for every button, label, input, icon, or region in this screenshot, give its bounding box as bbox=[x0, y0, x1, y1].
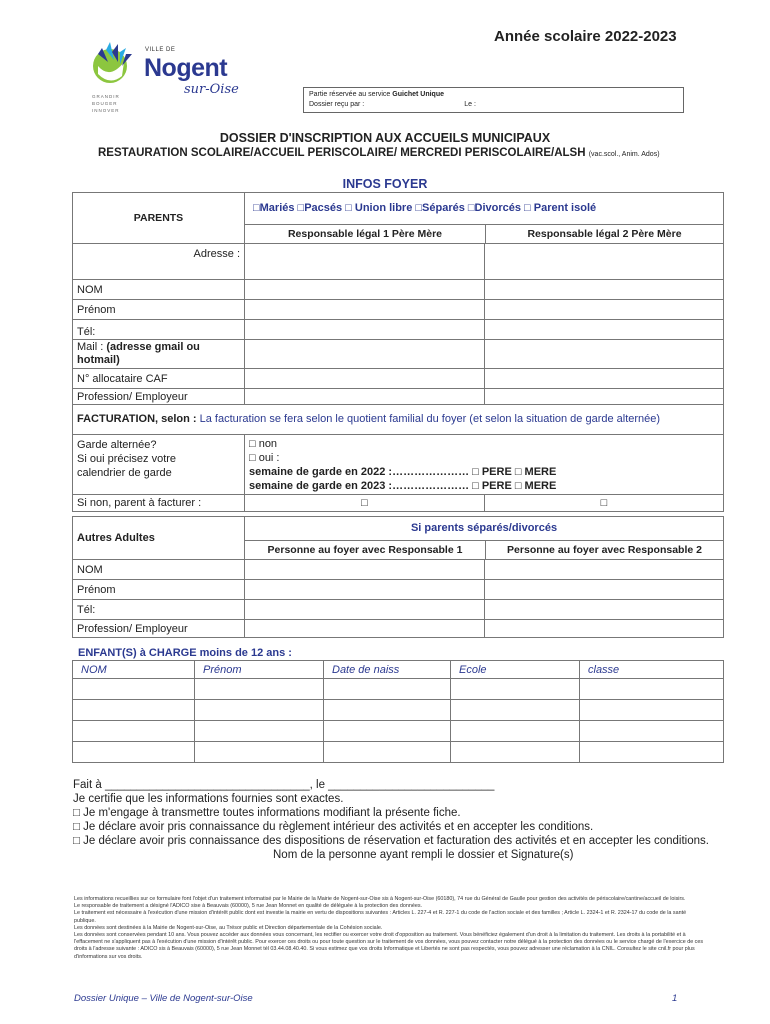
adults-header: Si parents séparés/divorcés bbox=[410, 522, 558, 534]
enfants-table bbox=[72, 660, 724, 763]
parents-status-options[interactable]: □Mariés □Pacsés □ Union libre □Séparés □Divorcés □ Parent isolé bbox=[253, 202, 597, 214]
child4-ecole[interactable] bbox=[451, 742, 580, 763]
row-caf-label: N° allocataire CAF bbox=[73, 369, 245, 389]
certification-block bbox=[73, 778, 713, 862]
resp1-header: Responsable légal 1 Père Mère bbox=[245, 225, 486, 243]
guichet-reserved: Partie réservée au service bbox=[309, 91, 391, 98]
resp2-tel[interactable] bbox=[485, 320, 724, 340]
adult1-nom[interactable] bbox=[245, 560, 485, 580]
adults-profession-label: Profession/ Employeur bbox=[73, 620, 245, 638]
garde-options bbox=[245, 435, 724, 495]
legal-notice bbox=[74, 896, 704, 961]
facturer-resp1-checkbox[interactable]: □ bbox=[245, 495, 485, 512]
child1-prenom[interactable] bbox=[195, 679, 324, 700]
logo-tag-1: GRANDIR bbox=[92, 94, 120, 99]
child4-nom[interactable] bbox=[73, 742, 195, 763]
child2-classe[interactable] bbox=[580, 700, 724, 721]
enfants-title: ENFANT(S) à CHARGE moins de 12 ans : bbox=[78, 647, 292, 659]
facturation-row bbox=[73, 405, 724, 435]
col-nom: NOM bbox=[73, 661, 195, 679]
certif-line-2[interactable]: □ Je m'engage à transmettre toutes informations modifiant la présente fiche. bbox=[73, 807, 461, 819]
child3-classe[interactable] bbox=[580, 721, 724, 742]
signature-label: Nom de la personne ayant rempli le dossier et Signature(s) bbox=[273, 849, 574, 861]
adult2-prenom[interactable] bbox=[485, 580, 724, 600]
legal-p2: Le responsable de traitement a désigné l'ADICO sise à Beauvais (60000), 5 rue Jean Monnet en qualité de déléguée à la protection des données. bbox=[74, 903, 423, 910]
legal-p4: Les données sont destinées à la Mairie de Nogent-sur-Oise, au Trésor public et Direction départementale de la Cohésion sociale. bbox=[74, 924, 383, 931]
parents-status-cell bbox=[245, 193, 724, 244]
facturation-text: La facturation se fera selon le quotient familial du foyer (et selon la situation de garde alternée) bbox=[196, 413, 661, 425]
garde-non[interactable]: □ non bbox=[249, 438, 278, 450]
subtitle-small: (vac.scol., Anim. Ados) bbox=[588, 151, 660, 158]
child3-prenom[interactable] bbox=[195, 721, 324, 742]
si-non-label: Si non, parent à facturer : bbox=[73, 495, 245, 512]
adults-nom-label: NOM bbox=[73, 560, 245, 580]
resp1-mail[interactable] bbox=[245, 340, 485, 369]
resp2-prenom[interactable] bbox=[485, 300, 724, 320]
guichet-box bbox=[303, 87, 684, 113]
row-adresse-label: Adresse : bbox=[73, 244, 245, 280]
guichet-unique: Guichet Unique bbox=[392, 91, 445, 98]
adult1-tel[interactable] bbox=[245, 600, 485, 620]
adult1-profession[interactable] bbox=[245, 620, 485, 638]
child3-ecole[interactable] bbox=[451, 721, 580, 742]
adults-tel-label: Tél: bbox=[73, 600, 245, 620]
logo-tag-3: INNOVER bbox=[92, 108, 120, 113]
garde-label-3: calendrier de garde bbox=[77, 467, 172, 479]
subtitle-main: RESTAURATION SCOLAIRE/ACCUEIL PERISCOLAIRE/ MERCREDI PERISCOLAIRE/ALSH bbox=[98, 147, 586, 159]
garde-label-1: Garde alternée? bbox=[77, 439, 157, 451]
adults-table bbox=[72, 516, 724, 638]
parents-table bbox=[72, 192, 724, 512]
child3-date[interactable] bbox=[324, 721, 451, 742]
resp1-adresse[interactable] bbox=[245, 244, 485, 280]
child4-date[interactable] bbox=[324, 742, 451, 763]
logo-tag-2: BOUGER bbox=[92, 101, 118, 106]
certif-line-4[interactable]: □ Je déclare avoir pris connaissance des dispositions de réservation et facturation des activités et en accepter les conditions. bbox=[73, 835, 709, 847]
child4-prenom[interactable] bbox=[195, 742, 324, 763]
child2-nom[interactable] bbox=[73, 700, 195, 721]
logo-ville-text: VILLE DE bbox=[145, 47, 176, 53]
facturation-label: FACTURATION, selon : bbox=[77, 413, 197, 425]
resp1-prenom[interactable] bbox=[245, 300, 485, 320]
child1-classe[interactable] bbox=[580, 679, 724, 700]
resp1-profession[interactable] bbox=[245, 389, 485, 405]
garde-oui[interactable]: □ oui : bbox=[249, 452, 280, 464]
resp2-profession[interactable] bbox=[485, 389, 724, 405]
adults-label: Autres Adultes bbox=[73, 517, 245, 560]
parents-label: PARENTS bbox=[73, 193, 245, 244]
page-subtitle bbox=[98, 147, 660, 159]
logo-name-text: Nogent bbox=[144, 54, 228, 82]
adults-header-cell bbox=[245, 517, 724, 560]
row-tel-label: Tél: bbox=[73, 320, 245, 340]
row-mail-label bbox=[73, 340, 245, 369]
footer-title: Dossier Unique – Ville de Nogent-sur-Oise bbox=[74, 993, 253, 1004]
garde-label bbox=[73, 435, 245, 495]
child4-classe[interactable] bbox=[580, 742, 724, 763]
adult2-profession[interactable] bbox=[485, 620, 724, 638]
garde-2022[interactable]: semaine de garde en 2022 :………………… □ PERE □ MERE bbox=[249, 466, 557, 478]
section-infos-foyer: INFOS FOYER bbox=[342, 177, 428, 191]
child1-ecole[interactable] bbox=[451, 679, 580, 700]
child2-ecole[interactable] bbox=[451, 700, 580, 721]
row-nom-label: NOM bbox=[73, 280, 245, 300]
table-row bbox=[73, 721, 724, 742]
legal-p1: Les informations recueillies sur ce formulaire font l'objet d'un traitement informatisé par le Mairie de la Mairie de Nogent-sur-Oise sis à Nogent-sur-Oise (60180), 74 rue du Général de Gaulle pour gestion des activités de périscolaire/cantine/accueil de loisirs. bbox=[74, 896, 686, 902]
legal-p5: Les données sont conservées pendant 10 ans. Vous pouvez accéder aux données vous concernant, les rectifier ou exercer votre droit d'opposition au traitement. Vous bénéficiez également d'un droit à la limitation du traitement. Les droits à la portabilité et à l'effacement ne s'appliquent pas à l'exécution d'une mission d'intérêt public. Pour exercer ces droits ou pour toute question sur le traitement de vos données, vous pouvez contacter notre délégué à la protection des données ou le service chargé de l'exercice de ces droits à l'adresse suivante : ADICO sis à Beauvais (60000), 5 rue Jean Monnet tél 03.44.08.40.40. Si vous estimez que vos droits Informatique et Libertés ne sont pas respectés, vous pouvez adresser une réclamation à la CNIL. Consultez le site cnil.fr pour plus d'informations sur vos droits. bbox=[74, 932, 704, 960]
resp2-mail[interactable] bbox=[485, 340, 724, 369]
child2-date[interactable] bbox=[324, 700, 451, 721]
legal-p3: Le traitement est nécessaire à l'exécution d'une mission d'intérêt public dont est investie la mairie en vertu de dispositions suivantes : Articles L. 227-4 et R. 227-1 du code de l'action sociale et des familles ; Article L. 2324-1 et R. 2324-17 du code de la santé publique. bbox=[74, 910, 687, 924]
resp2-caf[interactable] bbox=[485, 369, 724, 389]
resp1-tel[interactable] bbox=[245, 320, 485, 340]
mail-hint: (adresse gmail ou hotmail) bbox=[77, 341, 200, 366]
child1-date[interactable] bbox=[324, 679, 451, 700]
child3-nom[interactable] bbox=[73, 721, 195, 742]
page-title: DOSSIER D'INSCRIPTION AUX ACCUEILS MUNICIPAUX bbox=[219, 131, 551, 145]
resp2-adresse[interactable] bbox=[485, 244, 724, 280]
resp1-caf[interactable] bbox=[245, 369, 485, 389]
resp1-nom[interactable] bbox=[245, 280, 485, 300]
adults-prenom-label: Prénom bbox=[73, 580, 245, 600]
guichet-recu: Dossier reçu par : bbox=[309, 101, 365, 108]
table-row bbox=[73, 679, 724, 700]
table-row bbox=[73, 700, 724, 721]
row-prenom-label: Prénom bbox=[73, 300, 245, 320]
school-year: Année scolaire 2022-2023 bbox=[494, 28, 677, 45]
col-prenom: Prénom bbox=[195, 661, 324, 679]
child1-nom[interactable] bbox=[73, 679, 195, 700]
col-ecole: Ecole bbox=[451, 661, 580, 679]
certif-line-3[interactable]: □ Je déclare avoir pris connaissance du règlement intérieur des activités et en accepter les conditions. bbox=[73, 821, 594, 833]
col-classe: classe bbox=[580, 661, 724, 679]
adults-col1: Personne au foyer avec Responsable 1 bbox=[245, 541, 486, 559]
garde-2023[interactable]: semaine de garde en 2023 :………………… □ PERE □ MERE bbox=[249, 480, 557, 492]
adult2-tel[interactable] bbox=[485, 600, 724, 620]
garde-label-2: Si oui précisez votre bbox=[77, 453, 177, 465]
row-profession-label: Profession/ Employeur bbox=[73, 389, 245, 405]
child2-prenom[interactable] bbox=[195, 700, 324, 721]
fait-a-line[interactable]: Fait à ________________________________, le __________________________ bbox=[73, 779, 495, 791]
facturer-resp2-checkbox[interactable]: □ bbox=[485, 495, 724, 512]
page-number: 1 bbox=[672, 993, 678, 1004]
logo-sub-text: sur-Oise bbox=[184, 82, 239, 97]
resp2-nom[interactable] bbox=[485, 280, 724, 300]
table-row bbox=[73, 742, 724, 763]
certif-line-1: Je certifie que les informations fournies sont exactes. bbox=[73, 793, 344, 805]
adult1-prenom[interactable] bbox=[245, 580, 485, 600]
resp2-header: Responsable légal 2 Père Mère bbox=[527, 228, 682, 240]
adult2-nom[interactable] bbox=[485, 560, 724, 580]
adults-col2: Personne au foyer avec Responsable 2 bbox=[507, 544, 702, 556]
guichet-le: Le : bbox=[464, 101, 476, 108]
col-date-naiss: Date de naiss bbox=[324, 661, 451, 679]
mail-text: Mail : bbox=[77, 341, 107, 353]
